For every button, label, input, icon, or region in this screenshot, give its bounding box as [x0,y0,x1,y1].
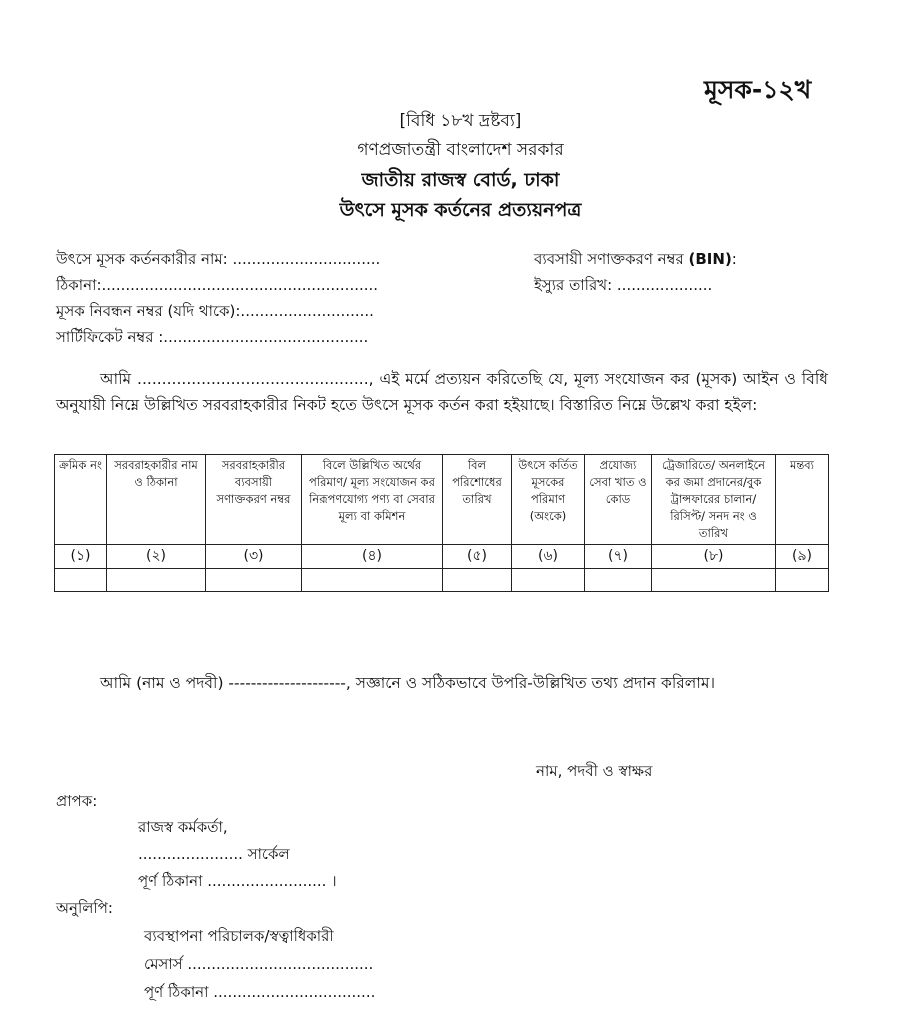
copy-messrs: মেসার্স ....................................... [144,955,374,973]
table-cell [776,569,829,592]
table-cell [443,569,512,592]
rule-reference: [বিধি ১৮খ দ্রষ্টব্য] [399,111,522,131]
declaration-text: ..............................................., এই মর্মে প্রত্যয়ন করিতেছি যে, মূল্য সংযোজন কর (মূসক) আইন ও বিধি অনুযায়ী নিম্নে উল্লিখিত সরবরাহকারীর নিকট হতে উৎসে মূসক কর্তন করা হইয়াছে। বিস্তারিত নিম্নে উল্লেখ করা হইল: [56,370,828,414]
table-number-row [55,545,829,569]
deductor-name-field: উৎসে মূসক কর্তনকারীর নাম: ............................... [56,250,381,268]
col-remarks: মন্তব্য [776,455,829,545]
issue-date-field: ইস্যুর তারিখ: .................... [534,276,713,294]
col-treasury-challan: ট্রেজারিতে/ অনলাইনে কর জমা প্রদানের/বুক ট্রান্সফারের চালান/রিসিপ্ট/ সনদ নং ও তারিখ [652,455,776,545]
address-field: ঠিকানা:.......................................................... [56,276,379,294]
government-name: গণপ্রজাতন্ত্রী বাংলাদেশ সরকার [357,140,564,160]
recipient-circle: ...................... সার্কেল [138,845,290,863]
bin-label: ব্যবসায়ী সণাক্তকরণ নম্বর [534,250,684,268]
col-number: (৩) [206,545,302,569]
document-title: উৎসে মূসক কর্তনের প্রত্যয়নপত্র [339,199,582,221]
signature-caption: নাম, পদবী ও স্বাক্ষর [536,762,653,780]
bin-abbr: (BIN) [688,250,732,268]
vat-deduction-table [54,454,829,592]
certificate-number-field: সার্টিফিকেট নম্বর :........................................... [56,328,369,346]
declaration-lead: আমি [100,370,132,388]
copy-address: পূর্ণ ঠিকানা .................................. [144,983,376,1001]
copy-label: অনুলিপি: [56,899,113,917]
copy-director: ব্যবস্থাপনা পরিচালক/স্বত্বাধিকারী [144,927,334,945]
col-number: (২) [107,545,206,569]
col-number: (৪) [302,545,443,569]
registration-number-field: মূসক নিবন্ধন নম্বর (যদি থাকে):............................ [56,302,374,320]
col-number: (১) [55,545,107,569]
col-number: (৫) [443,545,512,569]
table-cell [302,569,443,592]
recipient-address: পূর্ণ ঠিকানা ......................... । [138,872,337,890]
confirmation-paragraph [56,670,828,696]
col-payment-date: বিল পরিশোধের তারিখ [443,455,512,545]
col-vat-deducted: উৎসে কর্তিত মূসকের পরিমাণ (অংকে) [512,455,585,545]
col-serial: ক্রমিক নং [55,455,107,545]
form-code: মূসক-১২খ [704,75,812,104]
table-cell [206,569,302,592]
table-cell [652,569,776,592]
table-row [55,569,829,592]
col-number: (৯) [776,545,829,569]
table-cell [585,569,652,592]
col-number: (৭) [585,545,652,569]
board-name: জাতীয় রাজস্ব বোর্ড, ঢাকা [361,169,560,191]
table-cell [107,569,206,592]
col-number: (৮) [652,545,776,569]
col-service-code: প্রযোজ্য সেবা খাত ও কোড [585,455,652,545]
col-supplier-name: সরবরাহকারীর নাম ও ঠিকানা [107,455,206,545]
table-cell [55,569,107,592]
col-number: (৬) [512,545,585,569]
recipient-officer: রাজস্ব কর্মকর্তা, [138,818,228,836]
confirmation-lead: আমি [100,674,132,692]
bin-suffix: : [731,250,737,268]
col-supplier-bin: সরবরাহকারীর ব্যবসায়ী সণাক্তকরণ নম্বর [206,455,302,545]
table-header-row [55,455,829,545]
recipient-label: প্রাপক: [56,792,98,810]
bin-field [534,248,737,273]
declaration-paragraph [56,366,828,418]
table-cell [512,569,585,592]
col-bill-amount: বিলে উল্লিখিত অর্থের পরিমাণ/ মূল্য সংযোজন কর নিরূপণযোগ্য পণ্য বা সেবার মূল্য বা কমিশন [302,455,443,545]
confirmation-text: (নাম ও পদবী) ---------------------, সজ্ঞানে ও সঠিকভাবে উপরি-উল্লিখিত তথ্য প্রদান করিলাম। [136,674,715,692]
